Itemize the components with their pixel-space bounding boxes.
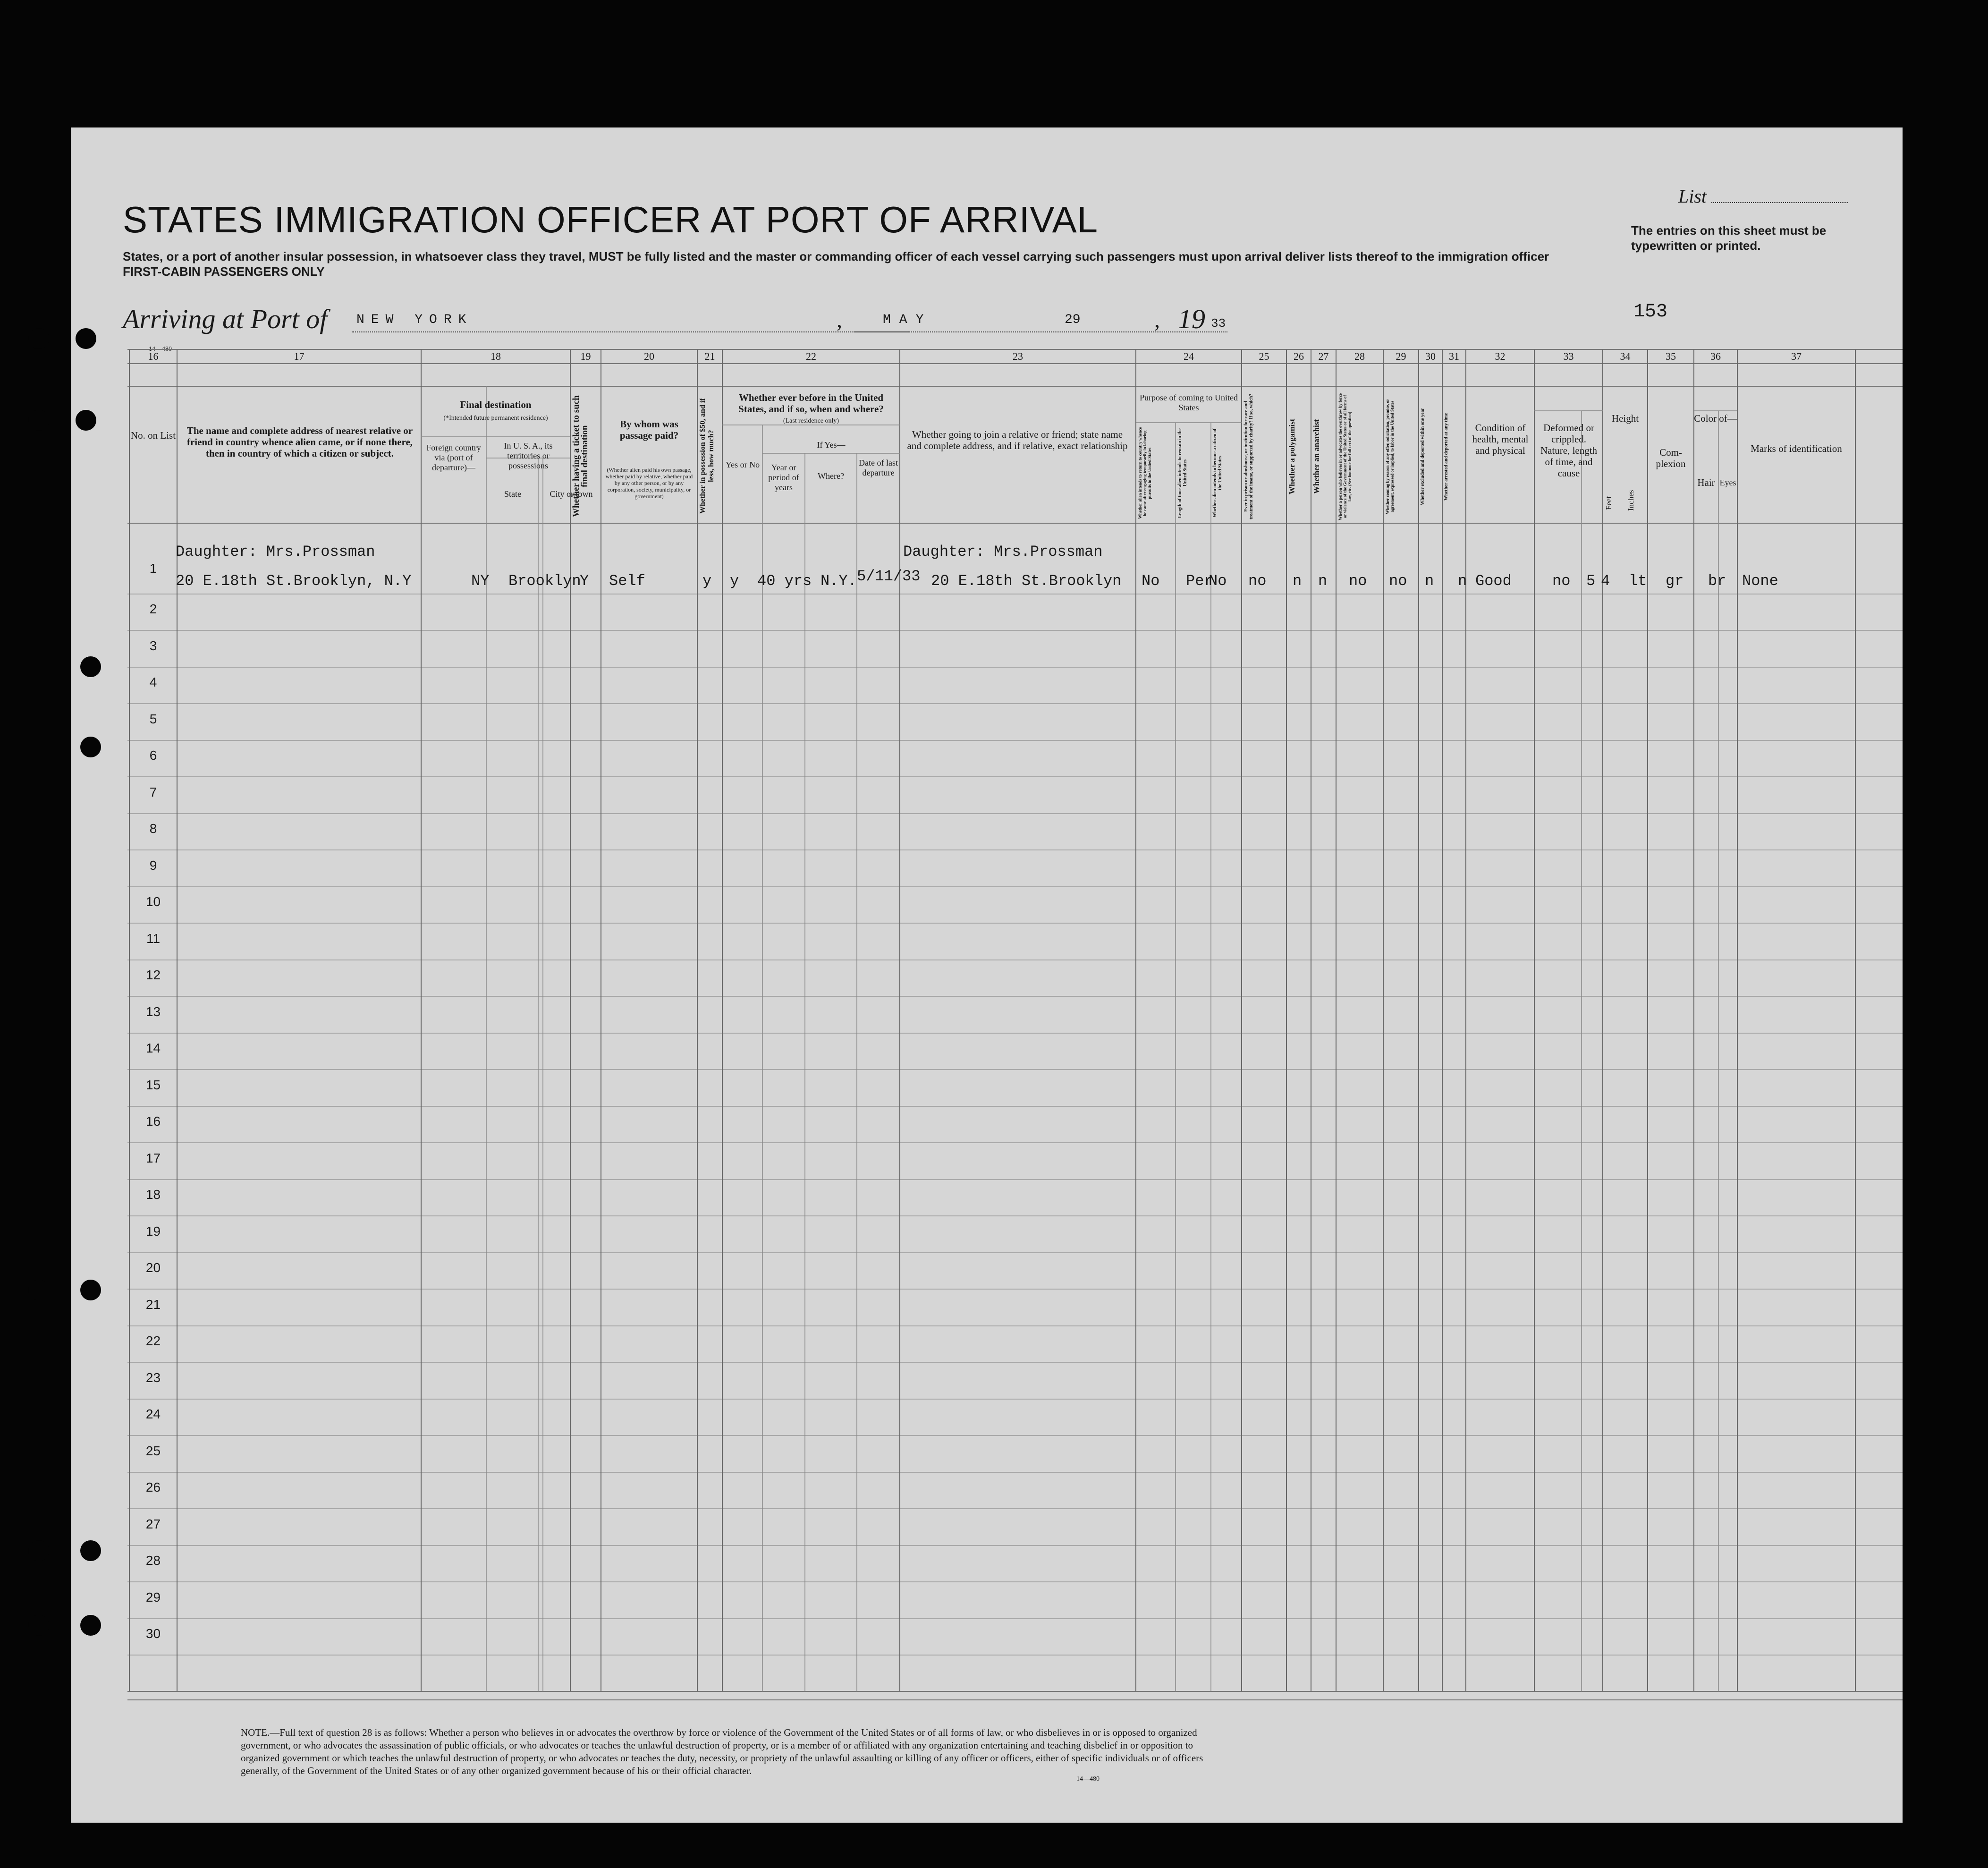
join-line-1: Daughter: Mrs.Prossman bbox=[903, 543, 1103, 560]
row-number: 1 bbox=[149, 561, 157, 576]
row-number: 30 bbox=[145, 1626, 161, 1641]
marks-value: None bbox=[1742, 572, 1778, 590]
where-value: N.Y. bbox=[821, 572, 857, 590]
deported-value: n bbox=[1458, 572, 1467, 590]
row-number: 13 bbox=[145, 1004, 161, 1019]
row-number: 25 bbox=[145, 1443, 161, 1458]
relative-line-2: 20 E.18th St.Brooklyn, N.Y bbox=[176, 572, 412, 590]
health-value: Good bbox=[1475, 572, 1512, 590]
header-prison: Ever in prison or almshouse, or institution for care and treatment of the insane, or supported by charity? If so, which? bbox=[1244, 393, 1254, 520]
header-before-in-us: Whether ever before in the United States, and if so, when and where? bbox=[738, 392, 884, 415]
row-number: 23 bbox=[145, 1370, 161, 1385]
header-purpose-return: Whether alien intends to return to country whence he came after engaging temporarily in laboring pursuits in the United States bbox=[1138, 427, 1152, 519]
header-city: City or town bbox=[550, 489, 593, 499]
binder-hole bbox=[28, 1615, 49, 1636]
paid-by-value: Self bbox=[609, 572, 645, 590]
header-date-departure: Date of last departure bbox=[859, 458, 898, 477]
col-num-24: 24 bbox=[1184, 350, 1194, 362]
col-num-36: 36 bbox=[1710, 350, 1721, 362]
month-value: MAY bbox=[883, 313, 932, 327]
header-eyes: Eyes bbox=[1719, 478, 1736, 487]
row-number: 14 bbox=[145, 1041, 161, 1055]
dest-city: Brooklyn bbox=[508, 572, 581, 590]
day-value: 29 bbox=[1065, 313, 1081, 327]
col-num-32: 32 bbox=[1495, 350, 1506, 362]
col-num-37: 37 bbox=[1791, 350, 1802, 362]
hair-value: gr bbox=[1666, 572, 1684, 590]
header-height: Height bbox=[1611, 413, 1639, 424]
subtitle: States, or a port of another insular possession, in whatsoever class they travel, MUST be fully listed and the master or commanding officer of each vessel carrying such passengers must upon arrival deliver lists thereof to the immigration officer bbox=[123, 249, 1549, 263]
row-number: 3 bbox=[149, 638, 157, 653]
row-number: 20 bbox=[145, 1260, 161, 1275]
header-labor-offer: Whether coming by reason of any offer, solicitation, promise, or agreement, expressed or implied, to labor in the United States bbox=[1385, 399, 1395, 515]
purpose-return-value: No bbox=[1142, 572, 1160, 590]
list-label: List bbox=[1678, 186, 1707, 207]
purpose-length-value: Per bbox=[1186, 572, 1213, 590]
join-line-2: 20 E.18th St.Brooklyn bbox=[931, 572, 1122, 590]
form-code-bottom: 14—480 bbox=[1076, 1775, 1100, 1783]
row-number: 24 bbox=[145, 1407, 161, 1421]
row-number: 2 bbox=[149, 602, 157, 616]
col-num-29: 29 bbox=[1396, 350, 1406, 362]
row-number: 11 bbox=[146, 931, 161, 946]
header-complexion: Com- plexion bbox=[1656, 447, 1686, 469]
row-number: 8 bbox=[149, 821, 157, 836]
binder-hole bbox=[80, 656, 101, 677]
overthrow-value: no bbox=[1349, 572, 1367, 590]
col-num-22: 22 bbox=[806, 350, 816, 362]
header-anarchist: Whether an anarchist bbox=[1312, 419, 1321, 494]
header-deported: Whether arrested and deported at any time bbox=[1444, 413, 1449, 501]
binder-hole bbox=[28, 410, 49, 431]
header-health: Condition of health, mental and physical bbox=[1472, 422, 1529, 456]
row-number: 4 bbox=[149, 675, 157, 689]
header-hair: Hair bbox=[1697, 477, 1715, 488]
footnote: NOTE.—Full text of question 28 is as follows: Whether a person who believes in or advocates the overthrow by force or violence of the Government of the United States or of all forms of law, or who disbelieves in or is opposed to organized government, or who advocates the assassination of public officials, or who advocates or teaches the unlawful destruction of property, or is a member of or affiliated with any organization entertaining and teaching disbelief in or opposition to organized government or which teaches the unlawful destruction of property, or who advocates or teaches the duty, necessity, or propriety of the unlawful assaulting or killing of any officer or officers, either of specific individuals or of officers generally, of the Government of the United States or of any other organized government because of his or their official character. bbox=[241, 1727, 1203, 1776]
relative-line-1: Daughter: Mrs.Prossman bbox=[176, 543, 375, 560]
row-number: 17 bbox=[145, 1151, 161, 1165]
year-prefix: 19 bbox=[1178, 304, 1205, 334]
deformed-value: no bbox=[1552, 572, 1571, 590]
col-num-31: 31 bbox=[1449, 350, 1459, 362]
comma: , bbox=[837, 307, 842, 332]
header-passage-paid-note: (Whether alien paid his own passage, whether paid by relative, whether paid by any other person, or by any corporation, society, municipality, or government) bbox=[605, 467, 693, 500]
header-overthrow: Whether a person who believes in or advocates the overthrow by force or violence of the Government of the United States or of all forms of law, etc. (See footnote for full text of the question) bbox=[1338, 393, 1352, 520]
header-no-on-list: No. on List bbox=[130, 430, 176, 441]
purpose-citizen-value: No bbox=[1209, 572, 1227, 590]
row-number: 15 bbox=[145, 1078, 161, 1092]
header-purpose-length: Length of time alien intends to remain in the United States bbox=[1177, 428, 1188, 518]
year-suffix: 33 bbox=[1211, 316, 1226, 331]
sheet-number: 153 bbox=[1633, 301, 1668, 323]
col-num-18: 18 bbox=[491, 350, 501, 362]
binder-hole bbox=[28, 328, 49, 349]
row-number: 19 bbox=[145, 1224, 161, 1239]
header-final-destination: Final destination bbox=[460, 399, 532, 410]
col-num-27: 27 bbox=[1318, 350, 1329, 362]
header-where: Where? bbox=[818, 471, 844, 481]
col-num-23: 23 bbox=[1013, 350, 1023, 362]
col-num-30: 30 bbox=[1425, 350, 1436, 362]
col-num-16: 16 bbox=[148, 350, 159, 362]
col-num-28: 28 bbox=[1354, 350, 1365, 362]
header-final-destination-note: (*Intended future permanent residence) bbox=[443, 415, 548, 422]
row-number: 26 bbox=[145, 1480, 161, 1494]
col-num-35: 35 bbox=[1666, 350, 1676, 362]
header-purpose: Purpose of coming to United States bbox=[1140, 393, 1238, 412]
header-passage-paid: By whom was passage paid? bbox=[619, 418, 679, 441]
ticket-value: Y bbox=[580, 572, 589, 590]
polygamist-value: n bbox=[1293, 572, 1302, 590]
complexion-value: lt bbox=[1629, 572, 1647, 590]
col-num-26: 26 bbox=[1294, 350, 1304, 362]
anarchist-value: n bbox=[1318, 572, 1328, 590]
row-number: 5 bbox=[149, 712, 157, 726]
row-number: 18 bbox=[145, 1187, 161, 1202]
header-years: Year or period of years bbox=[768, 463, 799, 492]
header-money: Whether in possession of $50, and if less, how much? bbox=[699, 398, 715, 514]
row-number: 27 bbox=[145, 1517, 161, 1531]
col-num-17: 17 bbox=[294, 350, 305, 362]
row-number: 6 bbox=[149, 748, 157, 763]
comma: , bbox=[1154, 307, 1160, 332]
excluded-value: n bbox=[1425, 572, 1434, 590]
before-in-us-value: y bbox=[730, 572, 739, 590]
labor-offer-value: no bbox=[1389, 572, 1407, 590]
header-polygamist: Whether a polygamist bbox=[1287, 418, 1296, 495]
departure-value: 5/11/33 bbox=[857, 568, 921, 585]
header-excluded: Whether excluded and deported within one year bbox=[1420, 408, 1425, 505]
table-grid bbox=[71, 127, 1903, 1823]
header-if-yes: If Yes— bbox=[817, 440, 846, 450]
binder-hole bbox=[80, 1280, 101, 1300]
col-num-25: 25 bbox=[1259, 350, 1269, 362]
page-title: STATES IMMIGRATION OFFICER AT PORT OF ARRIVAL bbox=[123, 199, 1099, 240]
header-in-usa: In U. S. A., its territories or possessions bbox=[504, 441, 553, 470]
col-num-34: 34 bbox=[1620, 350, 1631, 362]
arriving-label: Arriving at Port of bbox=[123, 304, 328, 334]
dest-state: NY bbox=[471, 572, 490, 590]
binder-hole bbox=[28, 1540, 49, 1561]
port-value: NEW YORK bbox=[356, 313, 473, 327]
header-ticket: Whether having a ticket to such final destination bbox=[571, 395, 590, 517]
col-num-19: 19 bbox=[580, 350, 591, 362]
binder-hole bbox=[28, 1280, 49, 1300]
col-num-33: 33 bbox=[1563, 350, 1574, 362]
prison-value: no bbox=[1248, 572, 1267, 590]
feet-value: 5 bbox=[1586, 572, 1596, 590]
row-number: 12 bbox=[145, 968, 161, 982]
header-feet: Feet bbox=[1604, 496, 1613, 510]
col-num-21: 21 bbox=[704, 350, 715, 362]
header-color-of: Color of— bbox=[1694, 413, 1737, 424]
eyes-value: br bbox=[1708, 572, 1726, 590]
row-number: 28 bbox=[145, 1553, 161, 1568]
row-number: 22 bbox=[145, 1333, 161, 1348]
col-num-20: 20 bbox=[644, 350, 654, 362]
binder-hole bbox=[80, 1540, 101, 1561]
form-code-top: 14—480 bbox=[149, 346, 172, 353]
instructions: The entries on this sheet must be typewritten or printed. bbox=[1631, 223, 1827, 253]
binder-hole bbox=[80, 737, 101, 757]
header-state: State bbox=[504, 489, 521, 499]
row-number: 9 bbox=[149, 858, 157, 873]
row-number: 7 bbox=[149, 785, 157, 799]
first-cabin-label: FIRST-CABIN PASSENGERS ONLY bbox=[123, 264, 325, 279]
header-join-relative: Whether going to join a relative or friend; state name and complete address, and if relative, exact relationship bbox=[907, 429, 1128, 451]
header-marks: Marks of identification bbox=[1751, 443, 1842, 454]
header-inches: Inches bbox=[1626, 490, 1635, 511]
row-number: 21 bbox=[145, 1297, 161, 1312]
header-yes-no: Yes or No bbox=[725, 460, 760, 469]
binder-hole bbox=[76, 328, 96, 349]
binder-hole bbox=[80, 1615, 101, 1636]
money-value: y bbox=[702, 572, 712, 590]
row-number: 10 bbox=[145, 894, 161, 909]
inches-value: 4 bbox=[1601, 572, 1610, 590]
header-before-note: (Last residence only) bbox=[783, 417, 839, 425]
years-value: 40 yrs bbox=[757, 572, 812, 590]
header-purpose-citizen: Whether alien intends to become a citizen of the United States bbox=[1212, 428, 1223, 518]
header-deformed: Deformed or crippled. Nature, length of time, and cause bbox=[1540, 422, 1598, 479]
row-number: 29 bbox=[145, 1590, 161, 1605]
header-foreign-country: Foreign country via (port of departure)— bbox=[426, 443, 481, 472]
manifest-sheet bbox=[71, 127, 1903, 1823]
binder-hole bbox=[76, 410, 96, 431]
row-number: 16 bbox=[145, 1114, 161, 1129]
header-relative: The name and complete address of nearest relative or friend in country whence alien came, or if none there, then in country of which a citizen or subject. bbox=[186, 425, 413, 459]
